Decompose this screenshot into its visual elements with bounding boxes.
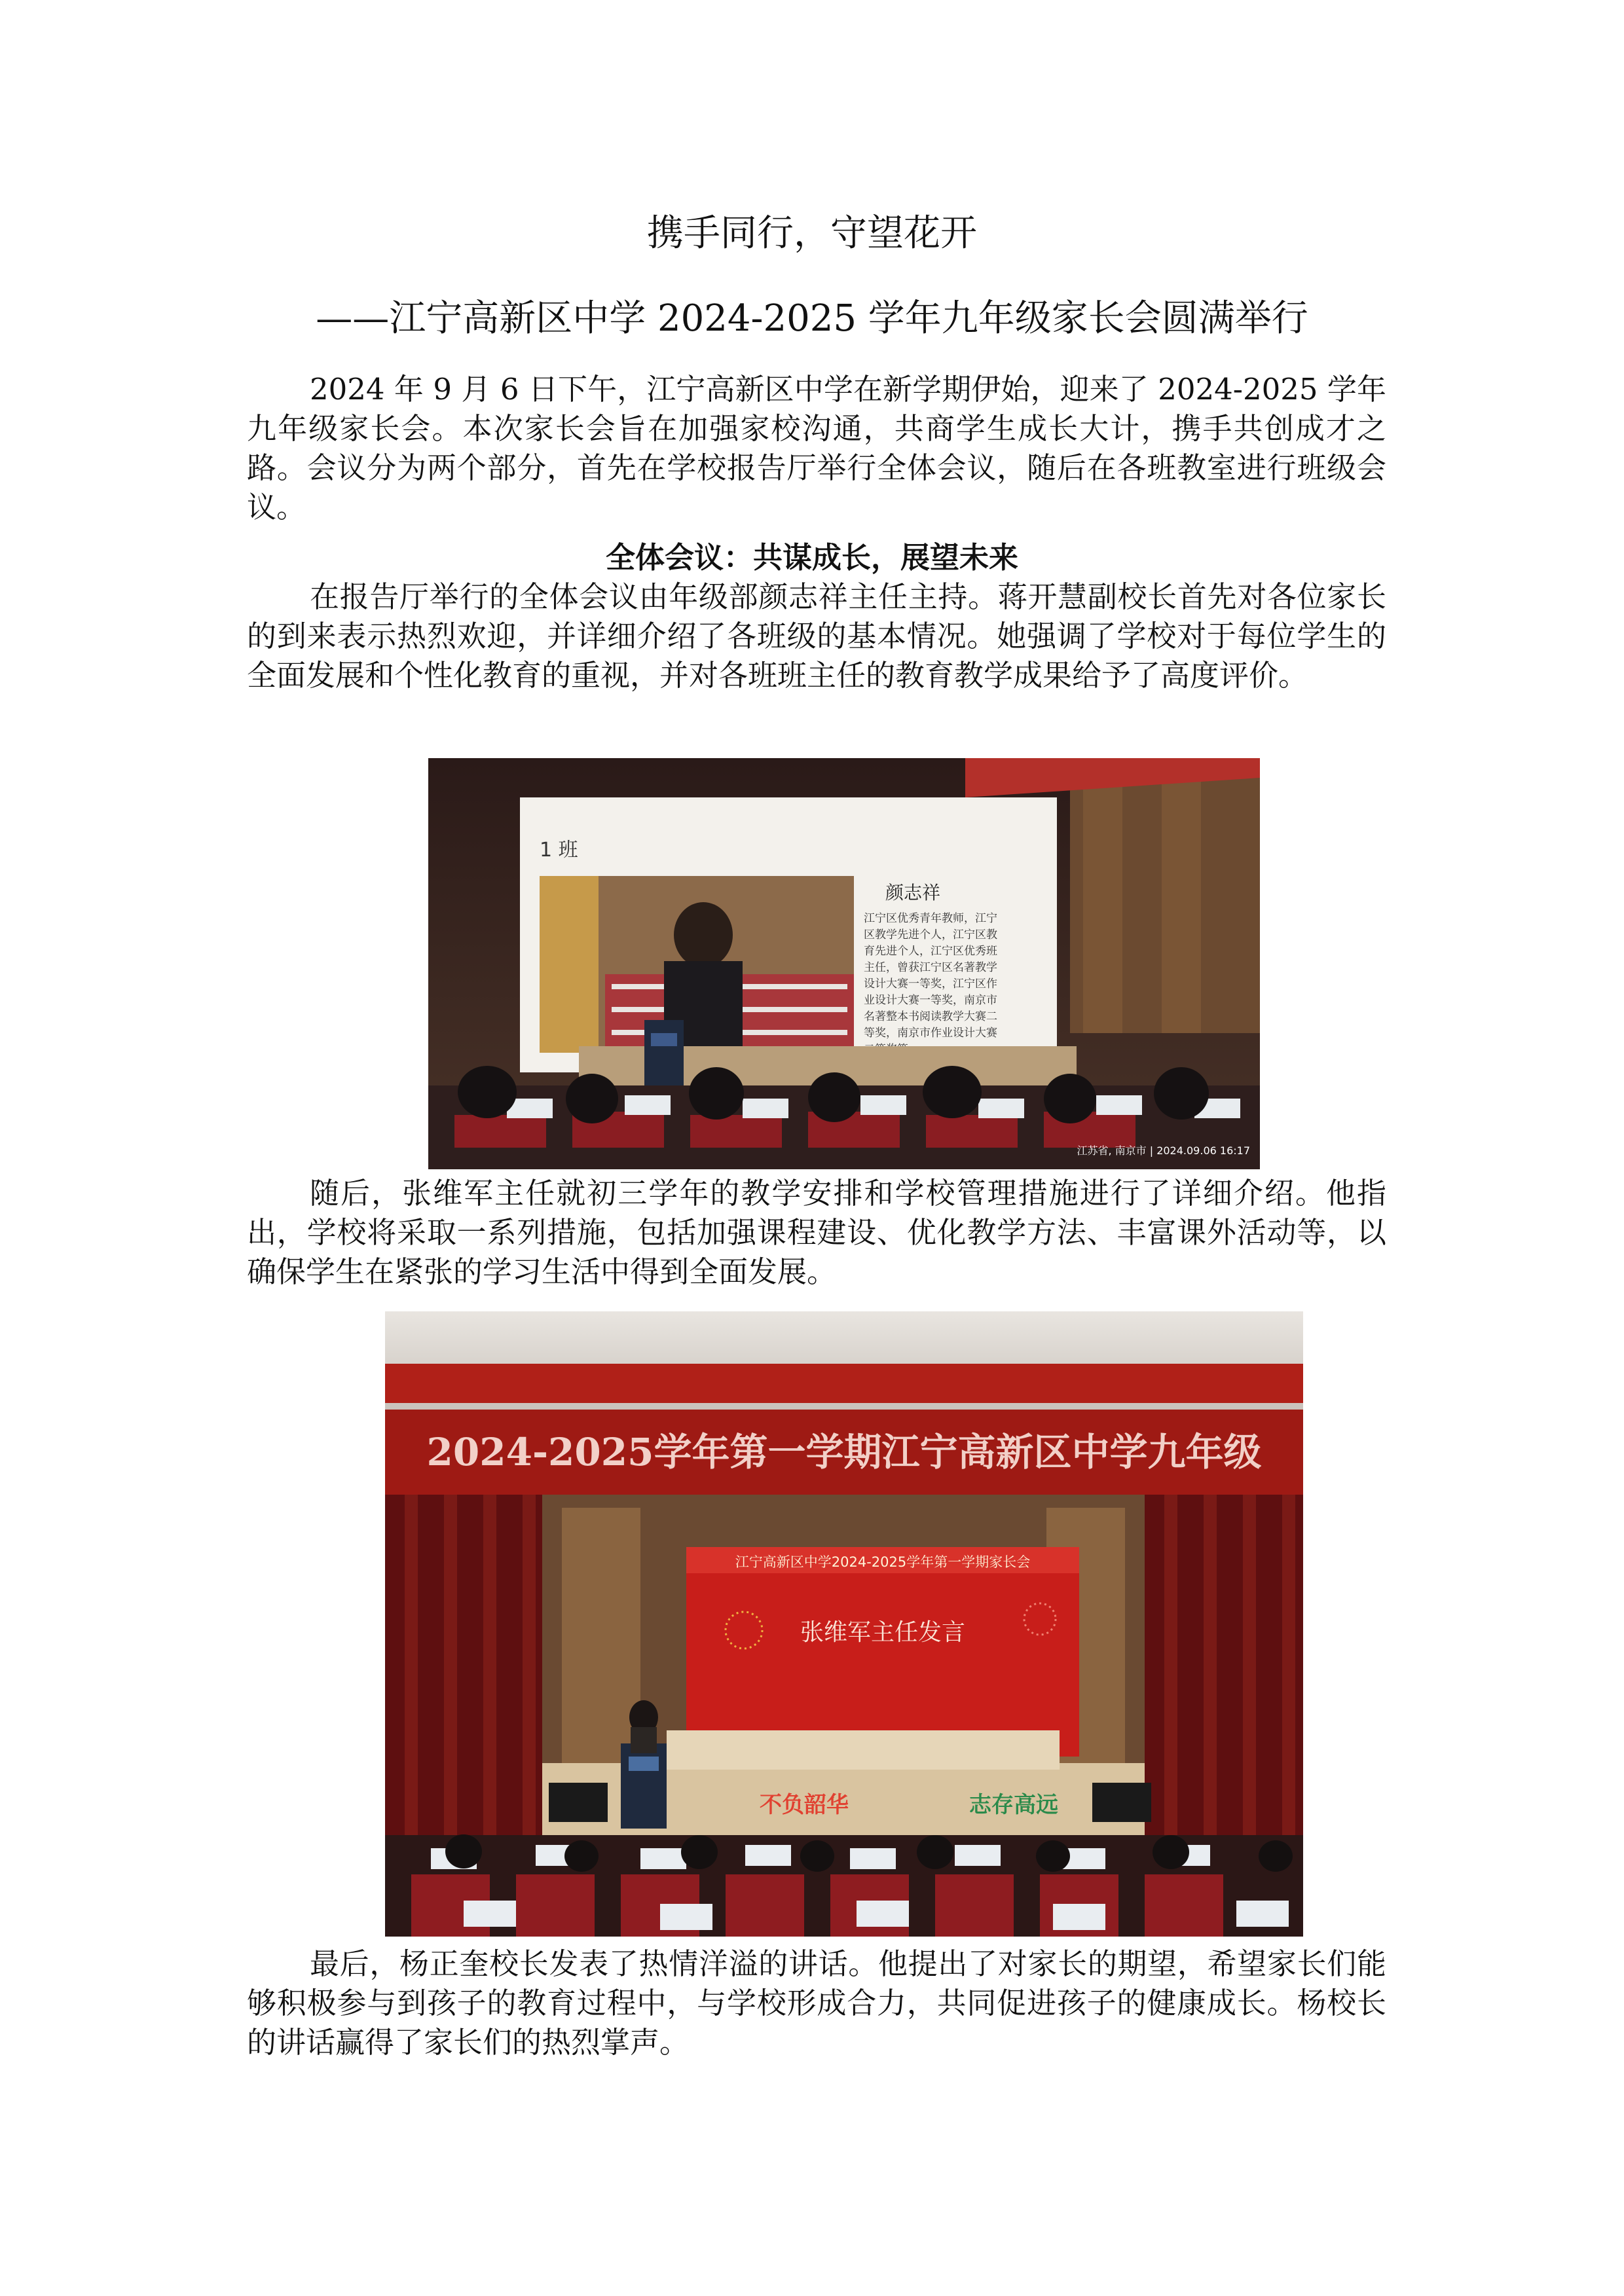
document-subtitle: ——江宁高新区中学 2024-2025 学年九年级家长会圆满举行 <box>316 297 1308 340</box>
photo-slide-presentation <box>428 758 1260 1169</box>
paragraph-intro: 2024 年 9 月 6 日下午，江宁高新区中学在新学期伊始，迎来了 2024-2025 学年九年级家长会。本次家长会旨在加强家校沟通，共商学生成长大计，携手共创成才之路。会议分为两个部分，首先在学校报告厅举行全体会议，随后在各班教室进行班级会议。 <box>247 372 1386 524</box>
slide-name: 颜志祥 <box>885 882 941 903</box>
slide-bio-line: 设计大赛一等奖，江宁区作 <box>864 977 997 991</box>
paragraph-teaching-plan: 随后，张维军主任就初三学年的教学安排和学校管理措施进行了详细介绍。他指出，学校将采取一系列措施，包括加强课程建设、优化教学方法、丰富课外活动等，以确保学生在紧张的学习生活中得到全面发展。 <box>247 1176 1386 1289</box>
paragraph-principal-speech: 最后，杨正奎校长发表了热情洋溢的讲话。他提出了对家长的期望，希望家长们能够积极参与到孩子的教育过程中，与学校形成合力，共同促进孩子的健康成长。杨校长的讲话赢得了家长们的热烈掌声。 <box>247 1946 1386 2060</box>
screen-main-text: 张维军主任发言 <box>800 1619 966 1646</box>
slide-bio-line: 业设计大赛一等奖，南京市 <box>864 994 997 1007</box>
slide-class-label: 1 班 <box>540 839 578 862</box>
section-heading: 全体会议：共谋成长，展望未来 <box>605 540 1018 575</box>
banner-text: 2024-2025学年第一学期江宁高新区中学九年级 <box>426 1430 1262 1474</box>
slide-bio-line: 名著整本书阅读教学大赛二 <box>864 1010 997 1023</box>
screen-header: 江宁高新区中学2024-2025学年第一学期家长会 <box>735 1554 1031 1570</box>
stage-slogan-right: 志存高远 <box>969 1792 1058 1818</box>
paragraph-general-meeting: 在报告厅举行的全体会议由年级部颜志祥主任主持。蒋开慧副校长首先对各位家长的到来表示热烈欢迎，并详细介绍了各班级的基本情况。她强调了学校对于每位学生的全面发展和个性化教育的重视，并对各班班主任的教育教学成果给予了高度评价。 <box>247 579 1386 693</box>
document-title: 携手同行，守望花开 <box>647 212 977 255</box>
photo-watermark: 江苏省, 南京市 | 2024.09.06 16:17 <box>1077 1144 1250 1157</box>
photo-stage-speech <box>385 1311 1303 1937</box>
slide-bio-line: 江宁区优秀青年教师，江宁 <box>864 912 997 925</box>
slide-bio-line: 主任，曾获江宁区名著教学 <box>864 961 997 974</box>
slide-bio-line: 等奖，南京市作业设计大赛 <box>864 1027 997 1040</box>
slide-bio-line: 区教学先进个人，江宁区教 <box>864 928 997 941</box>
stage-slogan-left: 不负韶华 <box>760 1792 849 1818</box>
slide-bio-line: 育先进个人，江宁区优秀班 <box>864 945 997 958</box>
